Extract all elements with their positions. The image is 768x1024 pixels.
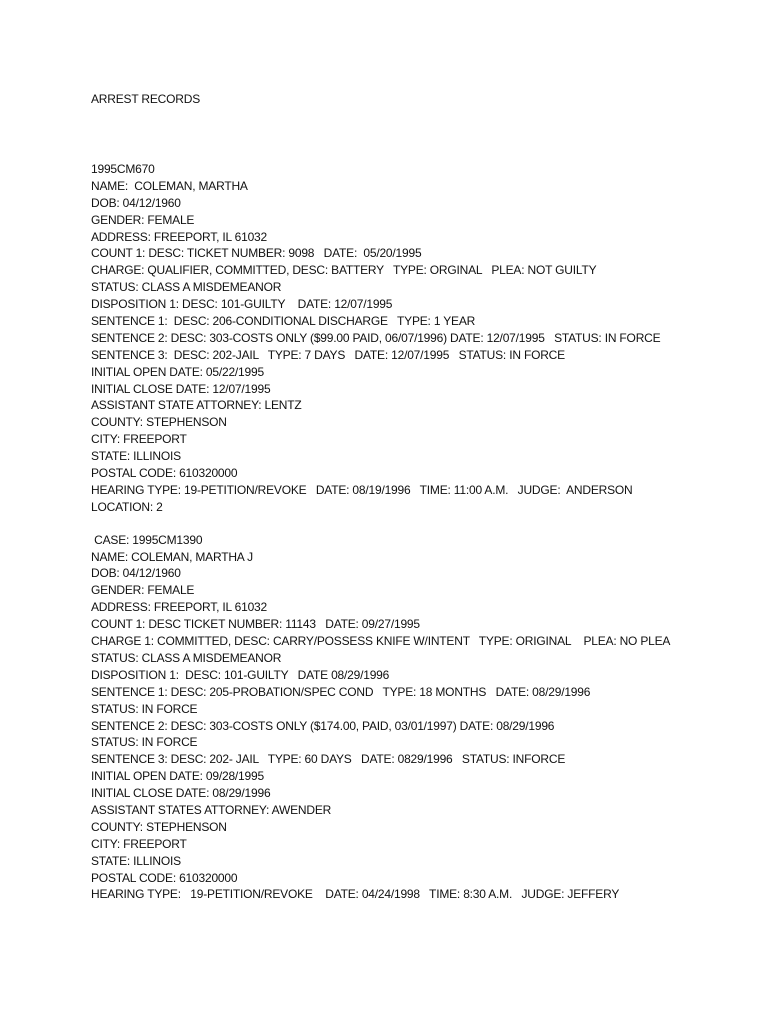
- record-line: STATUS: CLASS A MISDEMEANOR: [91, 650, 282, 665]
- record-line: SENTENCE 3: DESC: 202- JAIL TYPE: 60 DAYS DATE: 0829/1996 STATUS: INFORCE: [91, 752, 566, 767]
- record-line: COUNTY: STEPHENSON: [91, 415, 227, 430]
- record-line: POSTAL CODE: 610320000: [91, 870, 238, 885]
- record-line: ADDRESS: FREEPORT, IL 61032: [91, 229, 268, 244]
- arrest-record: [91, 532, 731, 904]
- record-line: DISPOSITION 1: DESC: 101-GUILTY DATE: 12/07/1995: [91, 297, 393, 312]
- record-line: DOB: 04/12/1960: [91, 195, 181, 210]
- record-line: INITIAL OPEN DATE: 05/22/1995: [91, 364, 264, 379]
- record-line: SENTENCE 3: DESC: 202-JAIL TYPE: 7 DAYS DATE: 12/07/1995 STATUS: IN FORCE: [91, 347, 565, 362]
- record-line: HEARING TYPE: 19-PETITION/REVOKE DATE: 04/24/1998 TIME: 8:30 A.M. JUDGE: JEFFERY: [91, 887, 620, 902]
- record-line: INITIAL OPEN DATE: 09/28/1995: [91, 769, 264, 784]
- record-line: SENTENCE 2: DESC: 303-COSTS ONLY ($174.00, PAID, 03/01/1997) DATE: 08/29/1996: [91, 718, 555, 733]
- record-line: NAME: COLEMAN, MARTHA J: [91, 549, 253, 564]
- record-line: CHARGE 1: COMMITTED, DESC: CARRY/POSSESS KNIFE W/INTENT TYPE: ORIGINAL PLEA: NO PLEA: [91, 634, 671, 649]
- record-line: NAME: COLEMAN, MARTHA: [91, 178, 248, 193]
- record-line: COUNT 1: DESC: TICKET NUMBER: 9098 DATE: 05/20/1995: [91, 246, 422, 261]
- record-line: INITIAL CLOSE DATE: 08/29/1996: [91, 786, 271, 801]
- record-line: STATE: ILLINOIS: [91, 853, 181, 868]
- record-line: COUNTY: STEPHENSON: [91, 819, 227, 834]
- document-title: ARREST RECORDS: [91, 92, 200, 106]
- record-line: CITY: FREEPORT: [91, 836, 187, 851]
- record-line: ASSISTANT STATE ATTORNEY: LENTZ: [91, 398, 302, 413]
- record-line: COUNT 1: DESC TICKET NUMBER: 11143 DATE: 09/27/1995: [91, 617, 420, 632]
- record-line: SENTENCE 2: DESC: 303-COSTS ONLY ($99.00 PAID, 06/07/1996) DATE: 12/07/1995 STATUS: IN FORCE: [91, 330, 661, 345]
- record-line: HEARING TYPE: 19-PETITION/REVOKE DATE: 08/19/1996 TIME: 11:00 A.M. JUDGE: ANDERSON: [91, 482, 633, 497]
- record-line: CHARGE: QUALIFIER, COMMITTED, DESC: BATTERY TYPE: ORGINAL PLEA: NOT GUILTY: [91, 263, 597, 278]
- record-line: ADDRESS: FREEPORT, IL 61032: [91, 600, 268, 615]
- record-line: SENTENCE 1: DESC: 205-PROBATION/SPEC COND TYPE: 18 MONTHS DATE: 08/29/1996: [91, 684, 591, 699]
- record-line: STATUS: CLASS A MISDEMEANOR: [91, 280, 282, 295]
- record-line: DISPOSITION 1: DESC: 101-GUILTY DATE 08/29/1996: [91, 667, 390, 682]
- record-line: INITIAL CLOSE DATE: 12/07/1995: [91, 381, 271, 396]
- record-line: ASSISTANT STATES ATTORNEY: AWENDER: [91, 802, 332, 817]
- record-line: STATUS: IN FORCE: [91, 701, 198, 716]
- record-line: SENTENCE 1: DESC: 206-CONDITIONAL DISCHARGE TYPE: 1 YEAR: [91, 314, 476, 329]
- record-line: CITY: FREEPORT: [91, 432, 187, 447]
- record-line: CASE: 1995CM1390: [91, 532, 203, 547]
- record-line: STATE: ILLINOIS: [91, 449, 181, 464]
- record-line: GENDER: FEMALE: [91, 583, 195, 598]
- record-line: STATUS: IN FORCE: [91, 735, 198, 750]
- record-line: GENDER: FEMALE: [91, 212, 195, 227]
- record-line: 1995CM670: [91, 162, 155, 176]
- record-line: DOB: 04/12/1960: [91, 566, 181, 581]
- document-body: [91, 91, 731, 903]
- arrest-record: [91, 161, 731, 516]
- record-line: POSTAL CODE: 610320000: [91, 466, 238, 481]
- record-line: LOCATION: 2: [91, 499, 163, 514]
